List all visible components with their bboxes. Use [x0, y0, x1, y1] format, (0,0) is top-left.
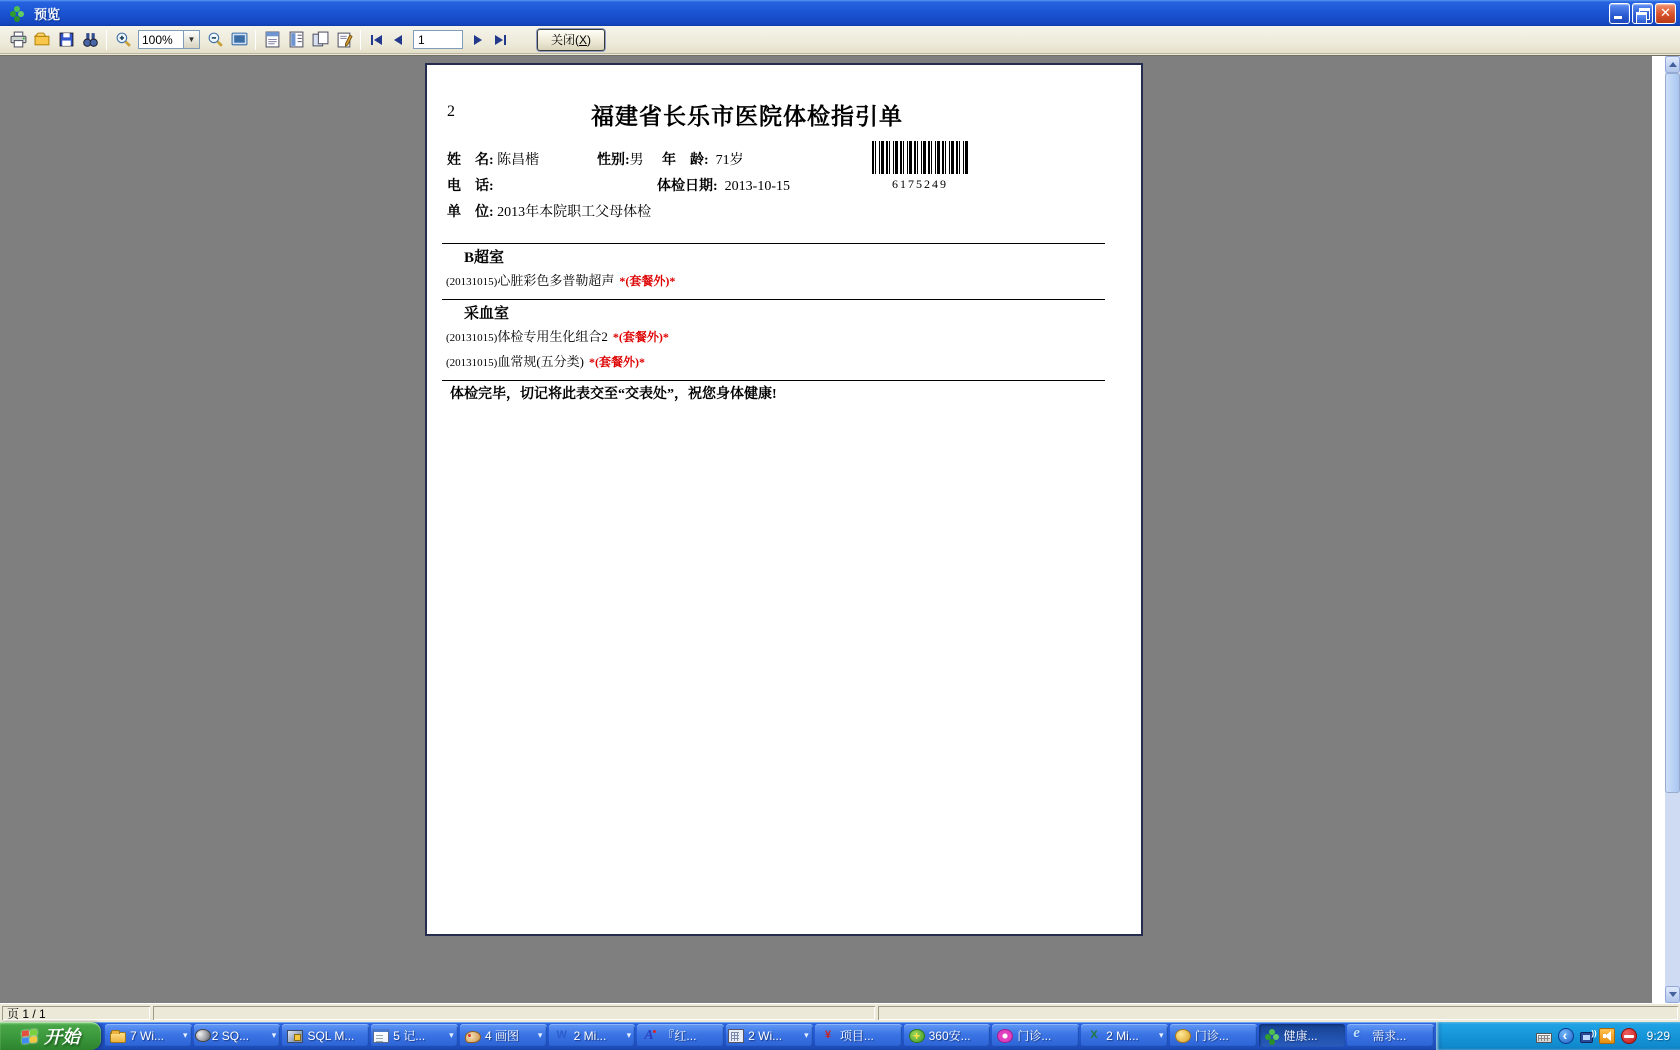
- exam-item-code: (20131015): [446, 276, 498, 288]
- titlebar: [0, 0, 1680, 26]
- exam-item-code: (20131015): [446, 357, 498, 369]
- unit-field: 单 位: 2013年本院职工父母体检: [447, 205, 652, 220]
- taskbar-task-button[interactable]: 2 SQ... ▾: [194, 1024, 281, 1047]
- coin-icon: [1175, 1029, 1191, 1043]
- windows-flag-icon: [21, 1027, 39, 1046]
- exam-item: [442, 326, 1105, 351]
- blocked-icon[interactable]: [1621, 1028, 1637, 1044]
- exam-date-field: 体检日期: 2013-10-15: [657, 179, 790, 194]
- taskbar-task-button[interactable]: SQL M...: [282, 1024, 369, 1047]
- multi-page-view-button[interactable]: [308, 28, 332, 52]
- system-tray: [1436, 1022, 1680, 1050]
- exam-item-extra-tag: *(套餐外)*: [619, 274, 676, 288]
- ie-icon: [1352, 1028, 1368, 1044]
- sql-mgmt-icon: [287, 1030, 303, 1043]
- taskbar-task-button[interactable]: + 360安...: [904, 1024, 991, 1047]
- document-corner-number: 2: [447, 103, 455, 120]
- name-field: 姓 名: 陈昌楷: [447, 153, 540, 168]
- taskbar-task-button[interactable]: 2 Wi... ▾: [726, 1024, 813, 1047]
- paint-icon: [465, 1031, 481, 1043]
- exam-item: [442, 270, 1105, 295]
- word-icon: [554, 1028, 570, 1044]
- zoom-in-button[interactable]: [111, 28, 135, 52]
- status-panel: [153, 1006, 875, 1020]
- volume-icon[interactable]: [1599, 1028, 1615, 1044]
- restore-button[interactable]: [1632, 3, 1653, 24]
- flower-pink-icon: [997, 1029, 1013, 1043]
- exam-item-name: 血常规(五分类): [497, 354, 584, 369]
- exam-section-title: B超室: [464, 250, 505, 266]
- task-group-arrow-icon[interactable]: ▾: [804, 1030, 809, 1040]
- keyboard-icon[interactable]: [1536, 1033, 1552, 1043]
- exam-item: [442, 351, 1105, 376]
- app-clover-icon: [9, 5, 25, 21]
- taskbar: [0, 1022, 1680, 1050]
- task-group-arrow-icon[interactable]: ▾: [626, 1030, 632, 1040]
- calculator-icon: [728, 1029, 744, 1043]
- excel-icon: [1086, 1028, 1102, 1044]
- minimize-button[interactable]: [1609, 3, 1630, 24]
- task-group-arrow-icon[interactable]: ▾: [449, 1030, 454, 1040]
- prev-page-button[interactable]: [387, 29, 409, 51]
- taskbar-task-button[interactable]: 门诊...: [992, 1024, 1079, 1047]
- exam-item-name: 心脏彩色多普勒超声: [497, 273, 615, 288]
- exam-sections: [442, 243, 1105, 381]
- toolbar-separator: [255, 30, 256, 50]
- open-button[interactable]: [30, 28, 54, 52]
- taskbar-task-button[interactable]: X 2 Mi... ▾: [1081, 1024, 1168, 1047]
- toolbar-separator: [360, 30, 361, 50]
- toolbar-separator: [106, 30, 107, 50]
- status-panel: [878, 1006, 1678, 1020]
- close-window-button[interactable]: [1655, 3, 1676, 24]
- taskbar-task-button[interactable]: ¥ 项目...: [815, 1024, 902, 1047]
- page-text-view-button[interactable]: [260, 28, 284, 52]
- zoom-dropdown-arrow-icon[interactable]: ▼: [184, 30, 200, 49]
- clover-icon: [1264, 1028, 1280, 1044]
- statusbar: [0, 1003, 1680, 1022]
- taskbar-task-button[interactable]: A 『红...: [637, 1024, 724, 1047]
- network-icon[interactable]: [1580, 1032, 1593, 1043]
- folder-icon: [110, 1032, 126, 1043]
- taskbar-task-button[interactable]: 健康...: [1259, 1024, 1346, 1047]
- exam-section-title: 采血室: [464, 306, 510, 322]
- exam-section: [442, 299, 1105, 380]
- scroll-down-button[interactable]: [1665, 986, 1680, 1003]
- sql-ball-icon: [195, 1029, 211, 1042]
- exam-item-extra-tag: *(套餐外)*: [612, 330, 669, 344]
- scrollbar-thumb[interactable]: [1665, 73, 1680, 793]
- barcode-number: 6175249: [892, 177, 948, 191]
- print-button[interactable]: [6, 28, 30, 52]
- task-group-arrow-icon[interactable]: ▾: [271, 1030, 277, 1040]
- task-group-arrow-icon[interactable]: ▾: [1159, 1030, 1164, 1040]
- taskbar-task-button[interactable]: 5 记... ▾: [371, 1024, 458, 1047]
- font-icon: [642, 1028, 658, 1044]
- start-button[interactable]: [0, 1022, 101, 1050]
- page-setup-button[interactable]: [332, 28, 356, 52]
- exam-item-extra-tag: *(套餐外)*: [589, 355, 645, 369]
- exam-item-name: 体检专用生化组合2: [497, 329, 608, 344]
- zoom-level-input[interactable]: [138, 30, 184, 49]
- vertical-scrollbar[interactable]: [1665, 56, 1680, 1003]
- close-preview-button[interactable]: 关闭( X ): [537, 29, 605, 51]
- scroll-up-button[interactable]: [1665, 56, 1680, 73]
- task-buttons: [105, 1024, 1434, 1047]
- messenger-icon[interactable]: [1558, 1028, 1574, 1044]
- page-list-view-button[interactable]: [284, 28, 308, 52]
- yen-icon: [820, 1028, 836, 1044]
- save-button[interactable]: [54, 28, 78, 52]
- barcode: [872, 141, 968, 174]
- toolbar: [0, 26, 1680, 54]
- preview-right-margin: [1652, 56, 1665, 1003]
- find-button[interactable]: [78, 28, 102, 52]
- last-page-button[interactable]: [489, 29, 511, 51]
- tray-clock: 9:29: [1646, 1029, 1670, 1043]
- preview-area: [0, 55, 1680, 1003]
- first-page-button[interactable]: [365, 29, 387, 51]
- taskbar-task-button[interactable]: 7 Wi... ▾: [105, 1024, 192, 1047]
- next-page-button[interactable]: [467, 29, 489, 51]
- exam-item-code: (20131015): [446, 332, 498, 344]
- window-title: 预览: [34, 6, 61, 22]
- task-group-arrow-icon[interactable]: ▾: [182, 1030, 188, 1040]
- page-number-input[interactable]: [413, 30, 463, 49]
- task-group-arrow-icon[interactable]: ▾: [537, 1030, 543, 1040]
- document-title: 福建省长乐市医院体检指引单: [591, 104, 903, 129]
- zoom-out-button[interactable]: [203, 28, 227, 52]
- phone-field: 电 话:: [447, 179, 494, 194]
- full-screen-button[interactable]: [227, 28, 251, 52]
- taskbar-task-button[interactable]: e 需求...: [1347, 1024, 1434, 1047]
- taskbar-task-button[interactable]: 门诊...: [1170, 1024, 1257, 1047]
- gender-field: 性别:男: [597, 153, 644, 168]
- document-page: [425, 63, 1143, 936]
- notepad-icon: [373, 1029, 389, 1043]
- taskbar-task-button[interactable]: W 2 Mi... ▾: [549, 1024, 636, 1047]
- shield360-icon: [909, 1029, 925, 1043]
- footer-note: 体检完毕，切记将此表交至“交表处”，祝您身体健康!: [450, 387, 777, 402]
- start-label: 开始: [44, 1027, 80, 1047]
- exam-section: [442, 243, 1105, 299]
- page-indicator: 页 1 / 1: [2, 1006, 150, 1020]
- age-field: 年 龄: 71岁: [662, 153, 744, 168]
- zoom-combo: [138, 30, 200, 49]
- taskbar-task-button[interactable]: 4 画图 ▾: [460, 1024, 547, 1047]
